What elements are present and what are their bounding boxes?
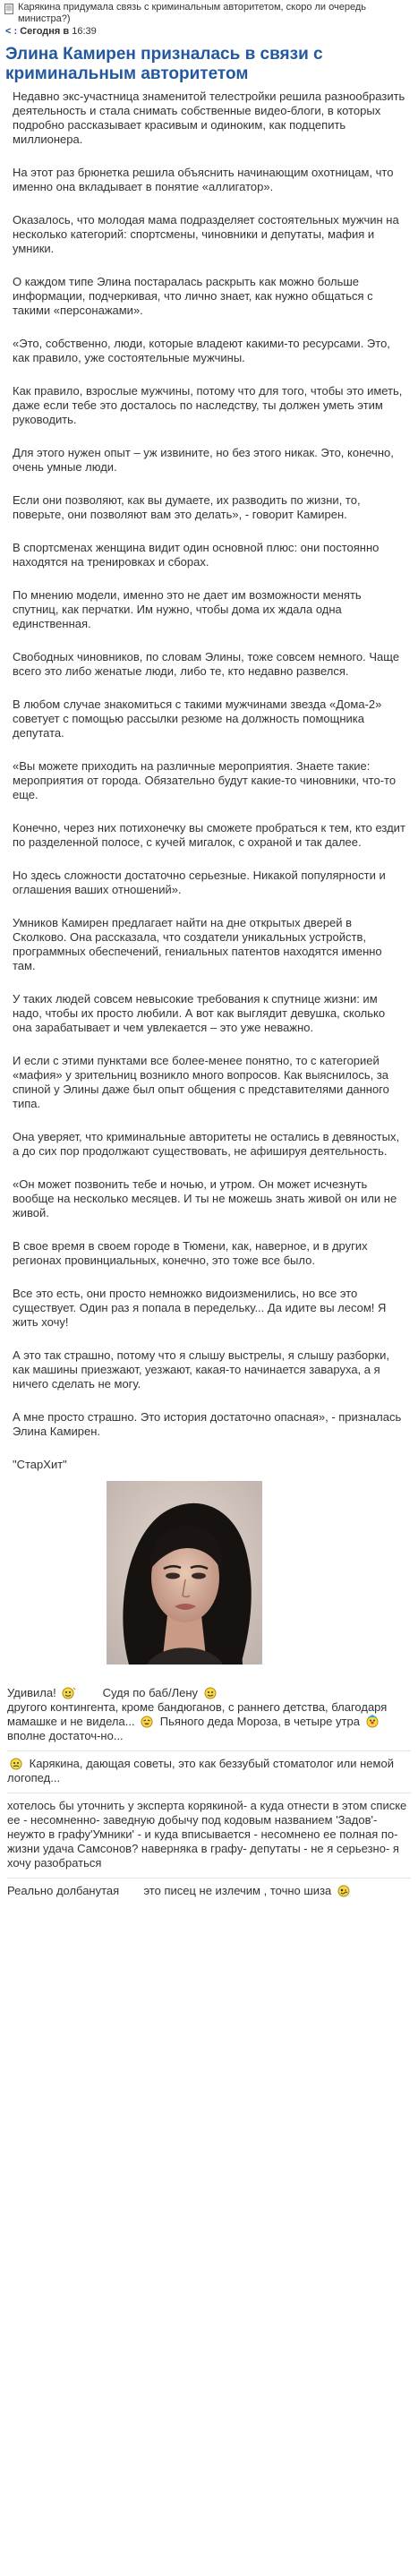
comment-text: Судя по баб/Лену <box>102 1686 199 1699</box>
paragraph: Свободных чиновников, по словам Элины, тоже совсем немного. Чаще всего это либо женатые люди, либо те, кто недавно развелся. <box>13 650 400 678</box>
paragraph: Она уверяет, что криминальные авторитеты не остались в девяностых, а до сих пор продолжают существовать, не афишируя деятельность. <box>13 1130 400 1158</box>
paragraph: «Вы можете приходить на различные мероприятия. Знаете такие: мероприятия от города. Обязательно будут какие-то чиновники, что-то еще. <box>13 759 397 801</box>
paragraph: В свое время в своем городе в Тюмени, как, наверное, и в других регионах провинциальных, конечно, это тоже все было. <box>13 1239 368 1267</box>
comment-text: другого контингента, кроме бандюганов, с раннего детства, благодаря мамашке и не видела... <box>7 1700 388 1728</box>
paragraph: Умников Камирен предлагает найти на дне открытых дверей в Сколково. Она рассказала, что создатели уникальных устройств, программных обеспечений, гениальных патентов находятся именно там. <box>13 916 382 972</box>
comment-text: Пьяного деда Мороза, в четыре утра <box>159 1715 360 1728</box>
smile-crazy-icon <box>337 1884 352 1897</box>
smile-laugh-icon <box>140 1715 155 1728</box>
news-header <box>0 0 418 25</box>
post-time: 16:39 <box>72 26 97 37</box>
paragraph: В любом случае знакомиться с такими мужчинами звезда «Дома-2» советует с помощью рассылки резюме на должность помощника депутата. <box>13 697 382 740</box>
comment-text: это писец не излечим , точно шиза <box>143 1884 332 1897</box>
comment-text: Реально долбанутая <box>7 1884 120 1897</box>
comment-text: Карякина, дающая советы, это как беззубый стоматолог или немой логопед... <box>7 1757 394 1784</box>
paragraph: Все это есть, они просто немножко видоизменились, но все это существует. Один раз я попала в передельку... Да идите вы лесом! Я жить хочу! <box>13 1287 387 1329</box>
comment-text: вполне достаточ-но... <box>7 1729 124 1742</box>
paragraph: «Это, собственно, люди, которые владеют какими-то ресурсами. Это, как правило, уже состоятельные мужчины. <box>13 337 390 364</box>
paragraph: О каждом типе Элина постаралась раскрыть как можно больше информации, подчеркивая, что лично знает, как нужно общаться с такими «персонажами». <box>13 275 373 317</box>
doc-icon <box>4 4 14 14</box>
comment <box>7 1751 411 1793</box>
comment <box>7 1681 411 1751</box>
paragraph: Если они позволяют, как вы думаете, их разводить по жизни, то, поверьте, они позволяют вам это делать», - говорит Камирен. <box>13 493 361 521</box>
news-headline-link[interactable]: Карякина придумала связь с криминальным авторитетом, скоро ли очередь министра?) <box>18 2 366 24</box>
smile-clown-icon <box>365 1715 380 1728</box>
paragraph: Как правило, взрослые мужчины, потому что для того, чтобы это иметь, даже если тебе это досталось по наследству, ты должен уметь этим руководить. <box>13 384 403 426</box>
smile-worried-icon <box>9 1757 24 1770</box>
article-photo <box>107 1481 262 1665</box>
article-body <box>0 90 418 1665</box>
paragraph: Для этого нужен опыт – уж извините, но без этого никак. Это, конечно, очень умные люди. <box>13 446 394 474</box>
smile-dance-icon <box>203 1686 218 1699</box>
comment-text: Удивила! <box>7 1686 56 1699</box>
paragraph: А мне просто страшно. Это история достаточно опасная», - призналась Элина Камирен. <box>13 1410 402 1438</box>
paragraph: Но здесь сложности достаточно серьезные. Никакой популярности и оглашения ваших отношений». <box>13 869 386 896</box>
article-source: "СтарХит" <box>13 1458 67 1471</box>
smile-wave-icon <box>61 1686 76 1699</box>
paragraph: На этот раз брюнетка решила объяснить начинающим охотницам, что именно она вкладывает в понятие «аллигатор». <box>13 166 394 193</box>
paragraph: Оказалось, что молодая мама подразделяет состоятельных мужчин на несколько категорий: спортсмены, чиновники и депутаты, мафия и умники. <box>13 213 399 255</box>
comment <box>7 1793 411 1879</box>
paragraph: А это так страшно, потому что я слышу выстрелы, я слышу разборки, как машины приезжают, уезжают, какая-то начинается заваруха, а я ничего сделать не могу. <box>13 1348 389 1391</box>
news-meta: < : Сегодня в 16:39 <box>5 26 97 37</box>
paragraph: Конечно, через них потихонечку вы сможете пробраться к тем, кто ездит по разделенной полосе, с кучей мигалок, с охраной и так далее. <box>13 821 405 849</box>
paragraph: Недавно экс-участница знаменитой телестройки решила разнообразить деятельность и стала снимать собственные видео-блоги, в которых подробно рассказывает красивым и одиноким, как подцепить миллионера. <box>13 90 405 146</box>
comment <box>7 1879 411 1905</box>
meta-arrows: < <box>5 26 12 37</box>
comments-section <box>0 1681 418 1905</box>
article-title: Элина Камирен призналась в связи с криминальным авторитетом <box>5 45 323 83</box>
woman-portrait-image <box>107 1481 262 1665</box>
paragraph: По мнению модели, именно это не дает им возможности менять спутниц, как перчатки. Им нужно, чтобы дома их ждала одна единственная. <box>13 588 362 630</box>
paragraph: В спортсменах женщина видит один основной плюс: они постоянно находятся на тренировках и сборах. <box>13 541 380 569</box>
paragraph: У таких людей совсем невысокие требования к спутнице жизни: им надо, чтобы их просто любили. А вот как выглядит девушка, сколько она зарабатывает и чем увлекается – это уже неважно. <box>13 992 386 1034</box>
comment-text: хотелось бы уточнить у эксперта корякиной- а куда отнести в этом списке ее - несомненно- заведную добычу под кодовым названием 'Задов'-неужто в графу'Умники' - и куда вписывается - несомнено ее полная по-жизни удача Самсонов? наверняка в графу- депутаты - не я серьезно- я хочу разобраться <box>7 1799 407 1870</box>
date-prefix: Сегодня в <box>20 26 70 37</box>
paragraph: «Он может позвонить тебе и ночью, и утром. Он может исчезнуть вообще на несколько месяцев. И ты не можешь знать живой он или не живой. <box>13 1177 397 1220</box>
paragraph: И если с этими пунктами все более-менее понятно, то с категорией «мафия» у зрительниц возникло много вопросов. Как выяснилось, за спиной у Элины даже был опыт общения с представителями данного типа. <box>13 1054 389 1110</box>
